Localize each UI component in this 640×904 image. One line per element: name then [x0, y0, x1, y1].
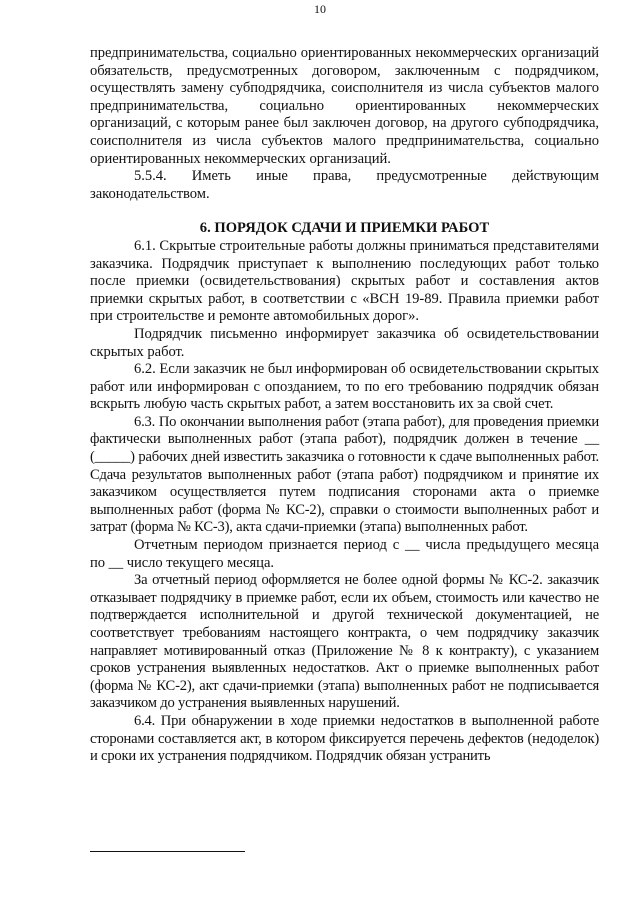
paragraph-6-4: 6.4. При обнаружении в ходе приемки недостатков в выполненной работе сторонами составляется акт, в котором фиксируется перечень дефектов (недоделок) и сроки их устранения подрядчиком. Подрядчик обязан устранить: [90, 712, 599, 765]
paragraph-continuation: предпринимательства, социально ориентированных некоммерческих организаций обязательств, предусмотренных договором, заключенным с подрядчиком, осуществлять замену субподрядчика, соисполнителя из числа субъектов малого предпринимательства, социально ориентированных некоммерческих организаций, с которым ранее был заключен договор, на другого субподрядчика, соисполнителя из числа субъектов малого предпринимательства, социально ориентированных некоммерческих организаций.: [90, 45, 599, 167]
paragraph-6-2: 6.2. Если заказчик не был информирован об освидетельствовании скрытых работ или информирован с опозданием, то по его требованию подрядчик обязан вскрыть любую часть скрытых работ, а затем восстановить их за свой счет.: [90, 361, 599, 413]
page-content: [90, 45, 599, 766]
paragraph-6-3: 6.3. По окончании выполнения работ (этапа работ), для проведения приемки фактически выполненных работ (этапа работ), подрядчик должен в течение __ (_____) рабочих дней известить заказчика о готовности к сдаче выполненных работ. Сдача результатов выполненных работ (этапа работ) подрядчиком и принятие их заказчиком осуществляется путем подписания сторонами акта о приемке выполненных работ (форма № КС-2), справки о стоимости выполненных работ и затрат (форма № КС-3), акта сдачи-приемки (этапа) выполненных работ.: [90, 413, 599, 536]
paragraph-6-1: 6.1. Скрытые строительные работы должны приниматься представителями заказчика. Подрядчик приступает к выполнению последующих работ только после приемки (освидетельствования) скрытых работ и составления актов приемки скрытых работ, в соответствии с «ВСН 19-89. Правила приемки работ при строительстве и ремонте автомобильных дорог».: [90, 237, 599, 325]
section-heading: 6. ПОРЯДОК СДАЧИ И ПРИЕМКИ РАБОТ: [199, 220, 490, 237]
page-number: 10: [314, 2, 326, 16]
paragraph-5-5-4: 5.5.4. Иметь иные права, предусмотренные действующим законодательством.: [90, 168, 599, 202]
footnote-separator: [90, 851, 245, 852]
paragraph-ks2-form: За отчетный период оформляется не более одной формы № КС-2. заказчик отказывает подрядчику в приемке работ, если их объем, стоимость или качество не подтверждается исполнительной и другой технической документацией, не соответствует требованиям настоящего контракта, о чем подрядчику заказчик направляет мотивированный отказ (Приложение № 8 к контракту), с указанием сроков устранения выявленных недостатков. Акт о приемке выполненных работ (форма № КС-2), акт сдачи-приемки (этапа) выполненных работ не подписывается заказчиком до устранения выявленных нарушений.: [90, 572, 599, 712]
paragraph-reporting-period: Отчетным периодом признается период с __ числа предыдущего месяца по __ число текущего месяца.: [90, 537, 599, 571]
paragraph-6-1-notice: Подрядчик письменно информирует заказчика об освидетельствовании скрытых работ.: [90, 325, 599, 360]
